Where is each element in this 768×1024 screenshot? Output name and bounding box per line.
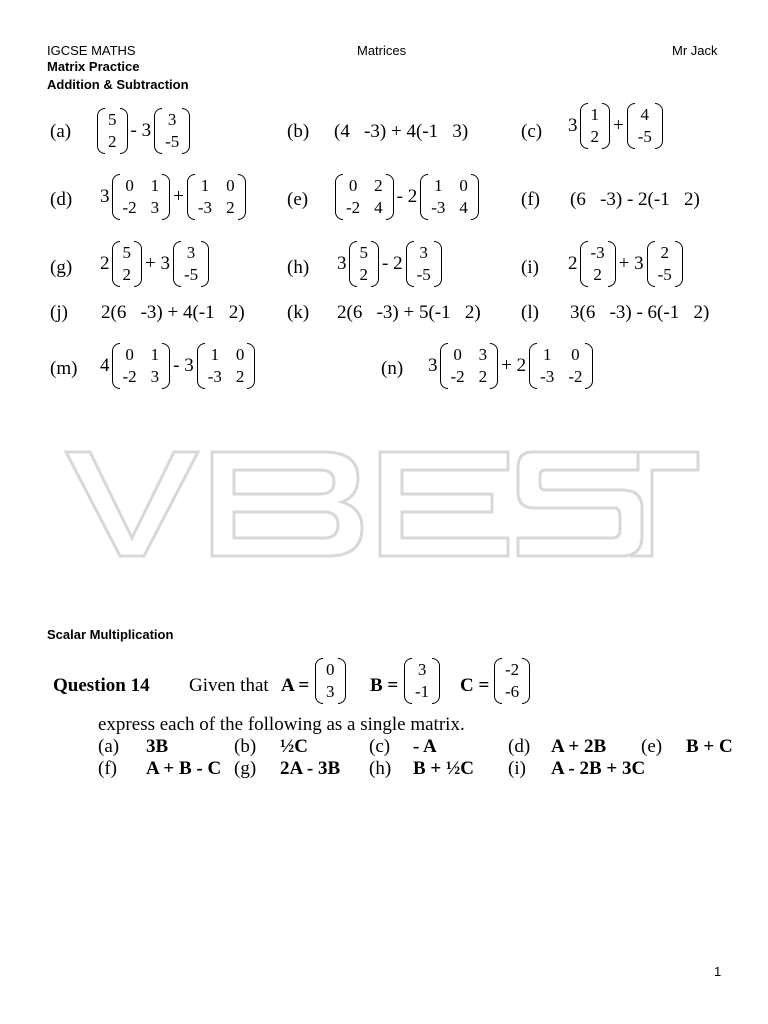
matrix-entry: 3: [150, 367, 160, 386]
matrix-entry: -2: [568, 367, 583, 386]
matrix-entry: 0: [125, 345, 134, 364]
left-bracket: [187, 174, 195, 220]
matrix-entry: 4: [459, 198, 468, 217]
left-bracket: [529, 343, 537, 389]
matrix-entry: 3: [167, 110, 177, 129]
matrix-entry: -6: [505, 682, 520, 701]
left-bracket: [404, 658, 412, 704]
matrix-entry: 4: [374, 198, 383, 217]
right-bracket: [490, 343, 498, 389]
left-bracket: [580, 103, 588, 149]
left-bracket: [349, 241, 357, 287]
matrix-entry: -2: [346, 198, 361, 217]
item-label: (c): [521, 121, 543, 142]
item-label: (g): [50, 257, 73, 278]
matrix: [494, 658, 530, 704]
item-label: (f): [521, 189, 540, 210]
item-k-expression: 2(6 -3) + 5(-1 2): [337, 302, 481, 323]
item-h-expression: [337, 241, 444, 287]
doc-title: Matrix Practice: [47, 59, 140, 74]
left-bracket: [112, 241, 120, 287]
matrix-entry: 2: [226, 198, 235, 217]
operator: - 3: [130, 120, 152, 141]
part-label: (g): [234, 758, 257, 779]
part-expression: A + 2B: [551, 736, 607, 757]
matrix-entry: -2: [505, 660, 520, 679]
scalar: 3: [337, 253, 347, 274]
left-bracket: [197, 343, 205, 389]
scalar: 3: [568, 115, 578, 136]
right-bracket: [585, 343, 593, 389]
matrix-entry: 1: [542, 345, 552, 364]
right-bracket: [386, 174, 394, 220]
right-bracket: [162, 174, 170, 220]
matrix: [580, 241, 616, 287]
matrix-entry: -2: [450, 367, 465, 386]
part-label: (e): [641, 736, 663, 757]
matrix-entry: 2: [478, 367, 488, 386]
operator: - 2: [382, 253, 403, 274]
right-bracket: [608, 241, 616, 287]
item-label: (h): [287, 257, 310, 278]
left-bracket: [580, 241, 588, 287]
right-bracket: [371, 241, 379, 287]
matrix-entry: 3: [478, 345, 488, 364]
part-expression: ½C: [280, 736, 308, 757]
matrix-entry: 1: [210, 345, 220, 364]
part-label: (c): [369, 736, 391, 757]
matrix: [315, 658, 346, 704]
matrix-entry: -3: [197, 198, 213, 217]
left-bracket: [647, 241, 655, 287]
left-bracket: [315, 658, 323, 704]
item-c-expression: [568, 103, 665, 149]
matrix-b-label: B =: [370, 675, 399, 696]
matrix-entry: 4: [640, 105, 650, 124]
item-l-expression: 3(6 -3) - 6(-1 2): [570, 302, 710, 323]
operator: - 3: [173, 355, 194, 376]
scalar: 4: [100, 355, 110, 376]
operator: + 2: [501, 355, 527, 376]
scalar: 3: [428, 355, 438, 376]
matrix: [154, 108, 190, 154]
matrix-entry: 3: [419, 243, 428, 262]
header-right: Mr Jack: [672, 43, 718, 58]
matrix-c-label: C =: [460, 675, 490, 696]
right-bracket: [434, 241, 442, 287]
right-bracket: [247, 343, 255, 389]
item-j-expression: 2(6 -3) + 4(-1 2): [101, 302, 245, 323]
part-label: (a): [98, 736, 120, 757]
part-label: (d): [508, 736, 531, 757]
item-label: (b): [287, 121, 310, 142]
right-bracket: [675, 241, 683, 287]
scalar: 2: [100, 253, 110, 274]
matrix: [349, 241, 380, 287]
right-bracket: [338, 658, 346, 704]
matrix-entry: -3: [590, 243, 605, 262]
item-label: (k): [287, 302, 310, 323]
matrix-entry: 1: [150, 176, 160, 195]
matrix: [197, 343, 256, 389]
part-expression: A - 2B + 3C: [551, 758, 646, 779]
item-e-expression: [333, 174, 481, 220]
matrix-entry: 0: [453, 345, 462, 364]
part-expression: B + C: [686, 736, 733, 757]
matrix-entry: 0: [348, 176, 358, 195]
matrix-a: [313, 658, 348, 704]
matrix-b: [402, 658, 442, 704]
item-label: (l): [521, 302, 539, 323]
item-label: (n): [381, 358, 404, 379]
section-heading-scalar: Scalar Multiplication: [47, 627, 174, 642]
part-expression: 3B: [146, 736, 169, 757]
right-bracket: [134, 241, 142, 287]
left-bracket: [494, 658, 502, 704]
matrix-entry: 1: [150, 345, 160, 364]
right-bracket: [238, 174, 246, 220]
left-bracket: [440, 343, 448, 389]
item-a-expression: [95, 108, 192, 154]
item-m-expression: [100, 343, 257, 389]
matrix-entry: 2: [593, 265, 602, 284]
matrix: [173, 241, 209, 287]
matrix-entry: 2: [374, 176, 383, 195]
vbest-watermark-logo: [62, 446, 702, 562]
question-title: Question 14: [53, 675, 150, 696]
matrix-entry: 0: [571, 345, 580, 364]
matrix-entry: 2: [359, 265, 368, 284]
matrix-entry: -5: [657, 265, 672, 284]
operator: - 2: [396, 186, 418, 207]
matrix-entry: -5: [183, 265, 199, 284]
matrix: [112, 174, 171, 220]
item-label: (i): [521, 257, 539, 278]
matrix-entry: -2: [122, 198, 137, 217]
matrix-a-label: A =: [281, 675, 310, 696]
matrix-entry: 3: [186, 243, 196, 262]
item-label: (m): [50, 358, 78, 379]
matrix: [404, 658, 440, 704]
right-bracket: [655, 103, 663, 149]
part-label: (b): [234, 736, 257, 757]
item-g-expression: [100, 241, 211, 287]
matrix: [440, 343, 499, 389]
matrix-entry: -3: [431, 198, 446, 217]
matrix: [335, 174, 394, 220]
part-expression: B + ½C: [413, 758, 474, 779]
matrix-entry: -3: [540, 367, 555, 386]
left-bracket: [335, 174, 343, 220]
right-bracket: [432, 658, 440, 704]
operator: +: [173, 186, 184, 207]
matrix: [627, 103, 663, 149]
matrix: [647, 241, 683, 287]
left-bracket: [627, 103, 635, 149]
part-expression: 2A - 3B: [280, 758, 341, 779]
left-bracket: [154, 108, 162, 154]
header-center: Matrices: [357, 43, 407, 58]
operator: + 3: [618, 253, 644, 274]
matrix-entry: 3: [150, 198, 160, 217]
matrix-entry: 2: [590, 127, 599, 146]
operator: +: [613, 115, 624, 136]
right-bracket: [201, 241, 209, 287]
matrix-entry: 3: [326, 682, 335, 701]
header-left: IGCSE MATHS: [47, 43, 136, 58]
given-that-text: Given that: [189, 675, 269, 696]
item-i-expression: [568, 241, 685, 287]
matrix-entry: 1: [434, 176, 443, 195]
right-bracket: [182, 108, 190, 154]
matrix: [112, 343, 171, 389]
matrix-c: [492, 658, 532, 704]
part-label: (f): [98, 758, 117, 779]
part-expression: - A: [413, 736, 437, 757]
matrix-entry: 0: [235, 345, 245, 364]
left-bracket: [420, 174, 428, 220]
matrix: [406, 241, 442, 287]
scalar: 3: [100, 186, 110, 207]
left-bracket: [406, 241, 414, 287]
matrix: [112, 241, 143, 287]
item-label: (d): [50, 189, 73, 210]
part-label: (i): [508, 758, 526, 779]
item-label: (j): [50, 302, 68, 323]
matrix-entry: 2: [122, 265, 131, 284]
section-heading-addition: Addition & Subtraction: [47, 77, 189, 92]
matrix: [420, 174, 479, 220]
matrix-entry: 0: [459, 176, 468, 195]
matrix-entry: -5: [165, 132, 180, 151]
matrix-entry: -3: [207, 367, 222, 386]
matrix-entry: 0: [226, 176, 235, 195]
right-bracket: [602, 103, 610, 149]
matrix: [529, 343, 593, 389]
left-bracket: [173, 241, 181, 287]
instruction-text: express each of the following as a single matrix.: [98, 714, 465, 735]
item-f-expression: (6 -3) - 2(-1 2): [570, 189, 700, 210]
matrix-entry: 0: [125, 176, 134, 195]
matrix-entry: 5: [122, 243, 131, 262]
right-bracket: [120, 108, 128, 154]
right-bracket: [471, 174, 479, 220]
page-number: 1: [714, 964, 722, 979]
part-label: (h): [369, 758, 392, 779]
item-n-expression: [428, 343, 595, 389]
left-bracket: [97, 108, 105, 154]
left-bracket: [112, 174, 120, 220]
matrix-entry: 0: [326, 660, 335, 679]
matrix-entry: -5: [416, 265, 431, 284]
matrix-entry: 3: [417, 660, 427, 679]
part-expression: A + B - C: [146, 758, 222, 779]
matrix-entry: 5: [108, 110, 117, 129]
right-bracket: [162, 343, 170, 389]
matrix-entry: 2: [108, 132, 117, 151]
item-d-expression: [100, 174, 248, 220]
matrix-entry: -1: [415, 682, 430, 701]
operator: + 3: [145, 253, 170, 274]
matrix-entry: 1: [200, 176, 210, 195]
right-bracket: [522, 658, 530, 704]
item-label: (a): [50, 121, 72, 142]
matrix-entry: 2: [235, 367, 245, 386]
scalar: 2: [568, 253, 578, 274]
matrix-entry: 5: [359, 243, 368, 262]
matrix-entry: 1: [590, 105, 599, 124]
item-label: (e): [287, 189, 309, 210]
matrix: [97, 108, 128, 154]
matrix-entry: -5: [637, 127, 652, 146]
matrix-entry: -2: [122, 367, 137, 386]
item-b-expression: (4 -3) + 4(-1 3): [334, 121, 469, 142]
matrix-entry: 2: [660, 243, 669, 262]
left-bracket: [112, 343, 120, 389]
matrix: [580, 103, 611, 149]
matrix: [187, 174, 246, 220]
